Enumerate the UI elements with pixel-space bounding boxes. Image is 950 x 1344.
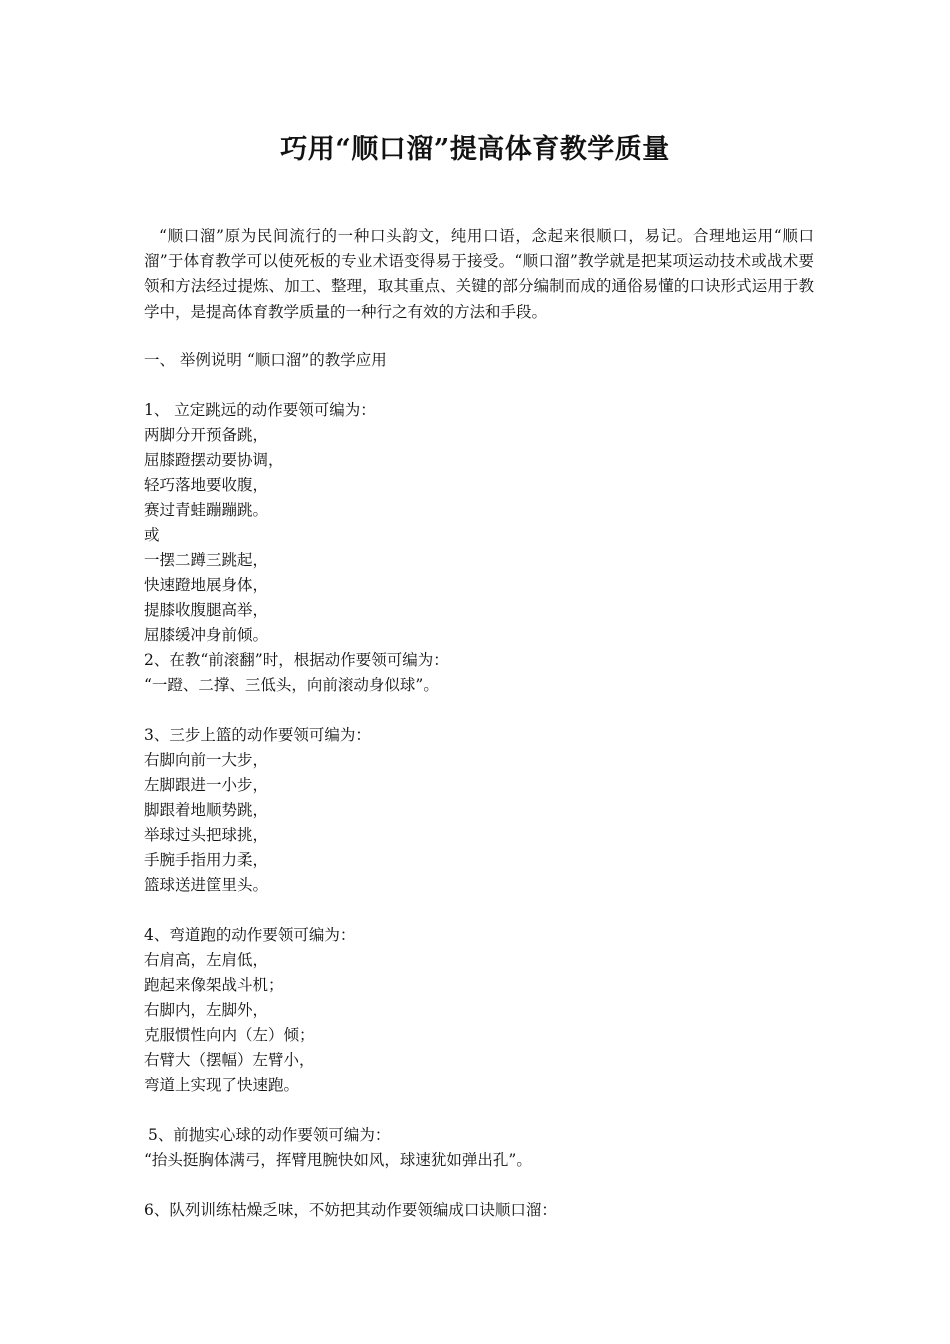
section-heading: 一、 举例说明 “顺口溜”的教学应用 (144, 351, 387, 369)
item2-heading: 2、在教“前滚翻”时，根据动作要领可编为： (144, 651, 449, 669)
verse-line: 快速蹬地展身体， (144, 576, 269, 594)
document-body (144, 348, 824, 1223)
verse-line: 脚跟着地顺势跳， (144, 801, 269, 819)
item5-heading: 5、前抛实心球的动作要领可编为： (148, 1126, 391, 1144)
verse-line: 手腕手指用力柔， (144, 851, 269, 869)
item3-heading: 3、三步上篮的动作要领可编为： (144, 726, 371, 744)
item1-heading: 1、 立定跳远的动作要领可编为： (144, 401, 376, 419)
intro-text: “顺口溜”原为民间流行的一种口头韵文，纯用口语，念起来很顺口，易记。合理地运用“顺口溜”于体育教学可以使死板的专业术语变得易于接受。“顺口溜”教学就是把某项运动技术或战术要领和方法经过提炼、加工、整理，取其重点、关键的部分编制而成的通俗易懂的口诀形式运用于教学中，是提高体育教学质量的一种行之有效的方法和手段。 (144, 227, 814, 321)
verse-line: 屈膝缓冲身前倾。 (144, 626, 269, 644)
verse-line: 右脚向前一大步， (144, 751, 269, 769)
blank-line (144, 898, 824, 923)
verse-line: 左脚跟进一小步， (144, 776, 269, 794)
verse-line: 右脚内，左脚外， (144, 1001, 269, 1019)
verse-line: 两脚分开预备跳， (144, 426, 269, 444)
blank-line (144, 1173, 824, 1198)
verse-line: 举球过头把球挑， (144, 826, 269, 844)
or-line: 或 (144, 526, 160, 544)
verse-line: 提膝收腹腿高举， (144, 601, 269, 619)
verse-line: 弯道上实现了快速跑。 (144, 1076, 300, 1094)
item4-heading: 4、弯道跑的动作要领可编为： (144, 926, 356, 944)
verse-line: 跑起来像架战斗机； (144, 976, 284, 994)
item5-verse: “抬头挺胸体满弓，挥臂甩腕快如风，球速犹如弹出孔”。 (144, 1151, 532, 1169)
blank-line (144, 373, 824, 398)
blank-line (144, 1098, 824, 1123)
document-title: 巧用“顺口溜”提高体育教学质量 (280, 134, 670, 165)
verse-line: 赛过青蛙蹦蹦跳。 (144, 501, 269, 519)
verse-line: 一摆二蹲三跳起， (144, 551, 269, 569)
verse-line: 轻巧落地要收腹， (144, 476, 269, 494)
verse-line: 右肩高，左肩低， (144, 951, 269, 969)
verse-line: 篮球送进筐里头。 (144, 876, 269, 894)
item6-heading: 6、队列训练枯燥乏味，不妨把其动作要领编成口诀顺口溜： (144, 1201, 557, 1219)
verse-line: 右臂大（摆幅）左臂小， (144, 1051, 315, 1069)
intro-paragraph (144, 224, 814, 325)
verse-line: 克服惯性向内（左）倾； (144, 1026, 315, 1044)
blank-line (144, 698, 824, 723)
item2-verse: “一蹬、二撑、三低头，向前滚动身似球”。 (144, 676, 439, 694)
verse-line: 屈膝蹬摆动要协调， (144, 451, 284, 469)
